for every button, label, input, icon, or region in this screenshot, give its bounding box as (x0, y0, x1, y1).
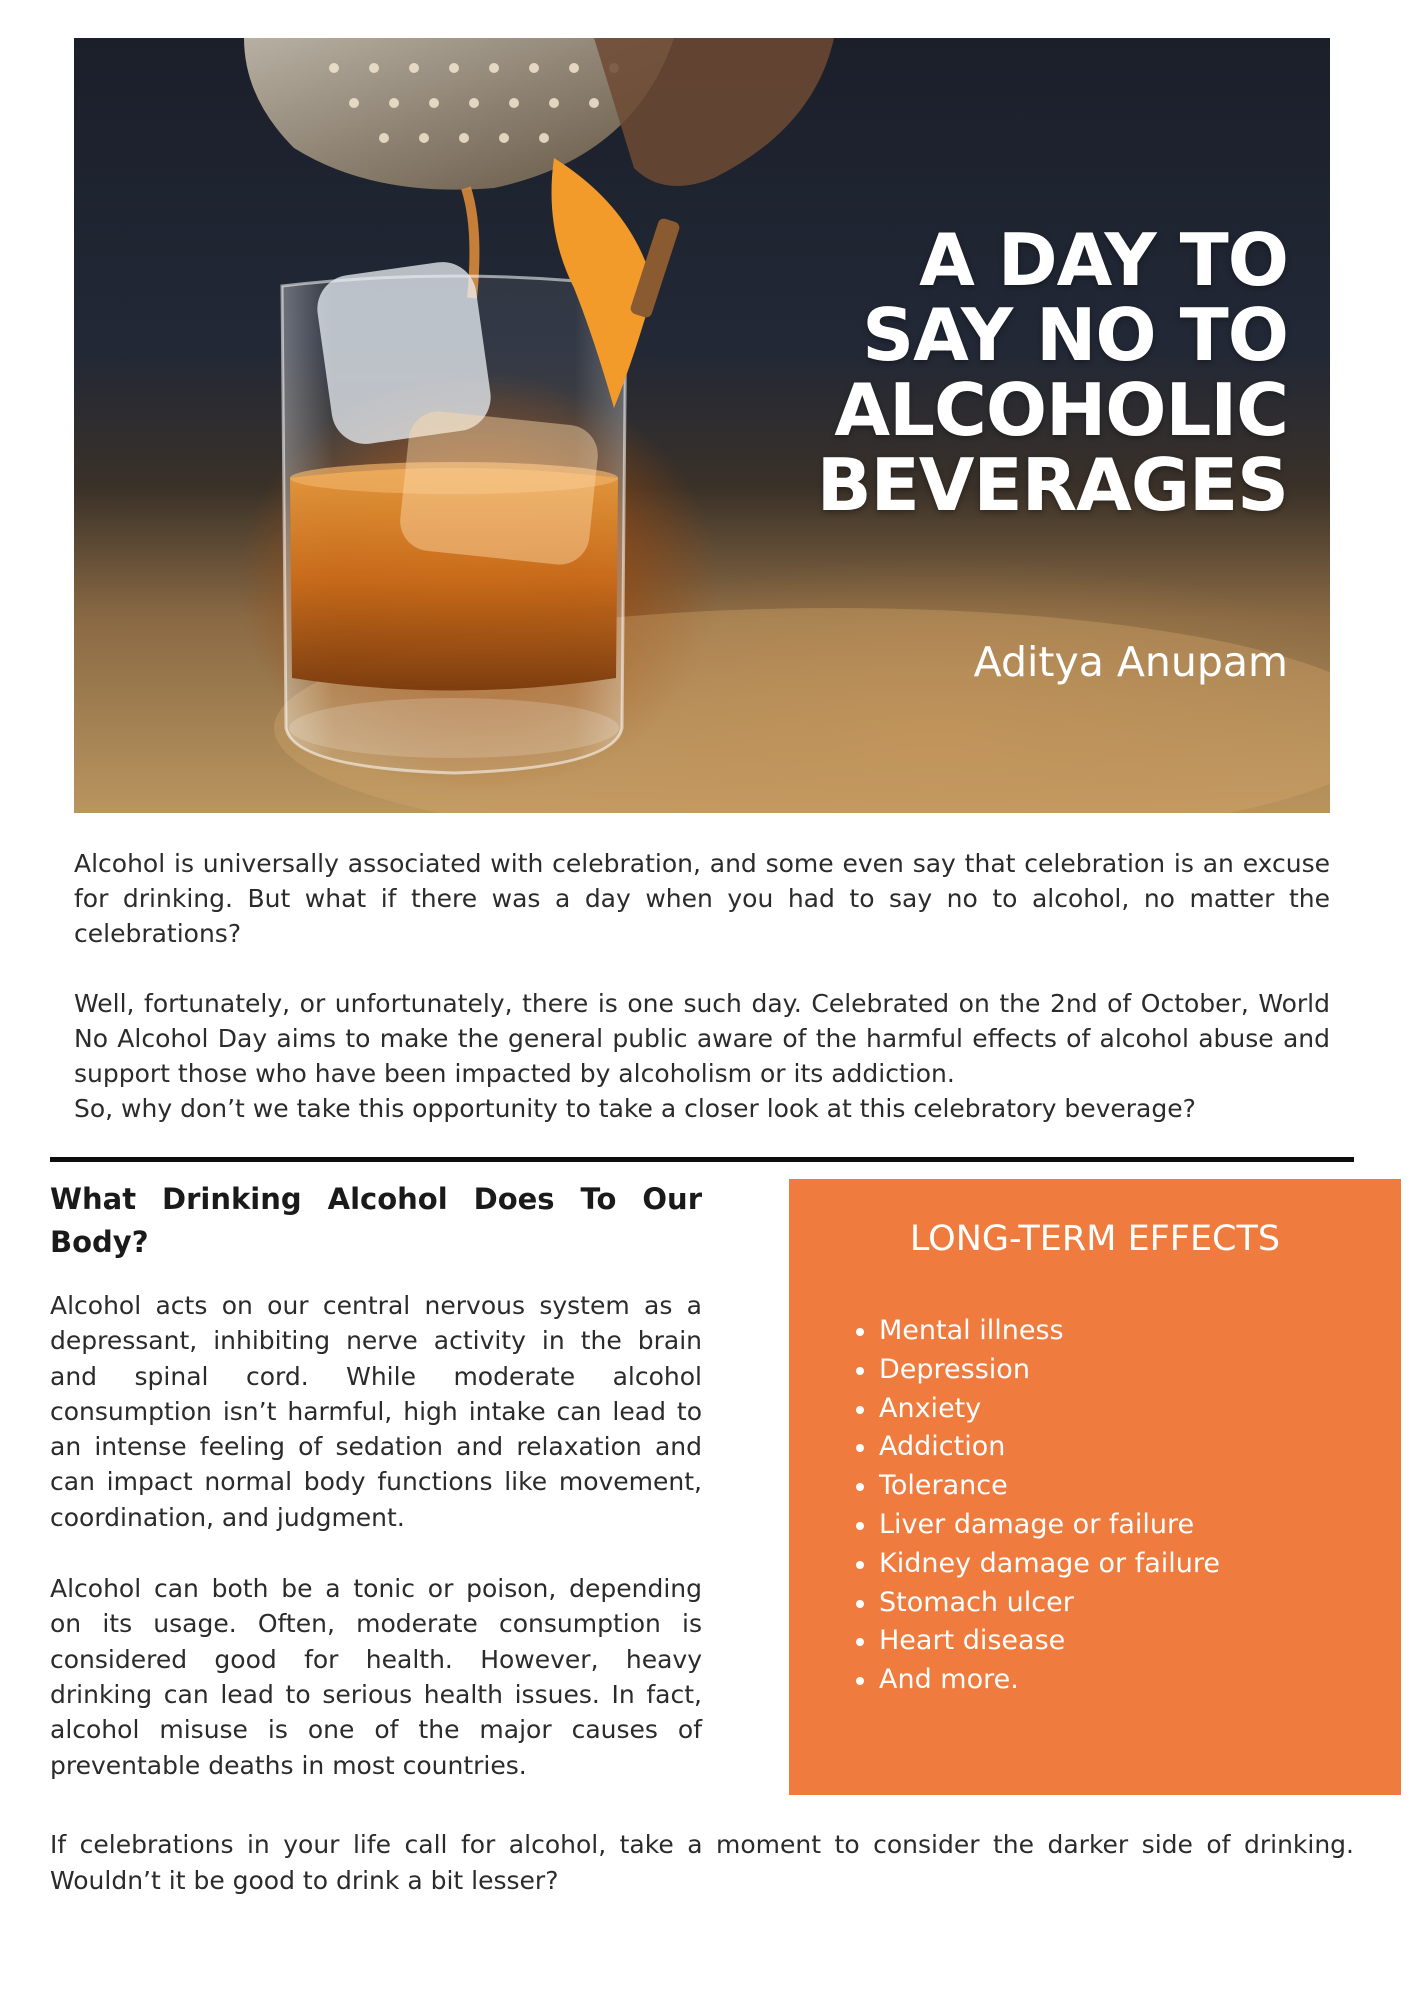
effects-list-item: Heart disease (879, 1622, 1220, 1661)
effects-title: LONG-TERM EFFECTS (909, 1219, 1281, 1259)
body-paragraph: Alcohol can both be a tonic or poison, depending on its usage. Often, moderate consumption is considered good for health. However, heavy drinking can lead to serious health issues. In fact, alcohol misuse is one of the major causes of preventable deaths in most countries. (50, 1574, 702, 1780)
effects-list-item: Mental illness (879, 1312, 1220, 1351)
effects-list-item: Tolerance (879, 1467, 1220, 1506)
effects-list-item: And more. (879, 1661, 1220, 1700)
intro-text (74, 846, 1330, 1126)
intro-paragraph: Well, fortunately, or unfortunately, there is one such day. Celebrated on the 2nd of October, World No Alcohol Day aims to make the general public aware of the harmful effects of alcohol abuse and support those who have been impacted by alcoholism or its addiction. (74, 989, 1330, 1088)
section-divider (50, 1157, 1354, 1162)
body-paragraph: Alcohol acts on our central nervous system as a depressant, inhibiting nerve activity in the brain and spinal cord. While moderate alcohol consumption isn’t harmful, high intake can lead to an intense feeling of sedation and relaxation and can impact normal body functions like movement, coordination, and judgment. (50, 1291, 702, 1532)
author-name: Aditya Anupam (973, 638, 1288, 686)
hero-title-line: SAY NO TO (862, 293, 1288, 377)
intro-paragraph: Alcohol is universally associated with celebration, and some even say that celebration is an excuse for drinking. But what if there was a day when you had to say no to alcohol, no matter the celebrations? (74, 849, 1330, 948)
intro-closing-line: So, why don’t we take this opportunity to take a closer look at this celebratory beverage? (74, 1094, 1196, 1123)
section-body (50, 1288, 702, 1783)
effects-list-item: Kidney damage or failure (879, 1545, 1220, 1584)
long-term-effects-box (789, 1179, 1401, 1795)
hero-image (74, 38, 1330, 813)
hero-title (588, 218, 1288, 527)
effects-list-item: Addiction (879, 1428, 1220, 1467)
effects-list-item: Depression (879, 1351, 1220, 1390)
hero-title-line: BEVERAGES (816, 443, 1288, 527)
section-heading: What Drinking Alcohol Does To Our Body? (50, 1182, 702, 1259)
hero-title-line: ALCOHOLIC (834, 368, 1288, 452)
effects-list-item: Stomach ulcer (879, 1584, 1220, 1623)
effects-list (879, 1312, 1220, 1700)
closing-paragraph: If celebrations in your life call for alcohol, take a moment to consider the darker side of drinking. Wouldn’t it be good to drink a bit lesser? (50, 1830, 1354, 1895)
effects-list-item: Liver damage or failure (879, 1506, 1220, 1545)
effects-list-item: Anxiety (879, 1390, 1220, 1429)
hero-title-line: A DAY TO (919, 218, 1288, 302)
